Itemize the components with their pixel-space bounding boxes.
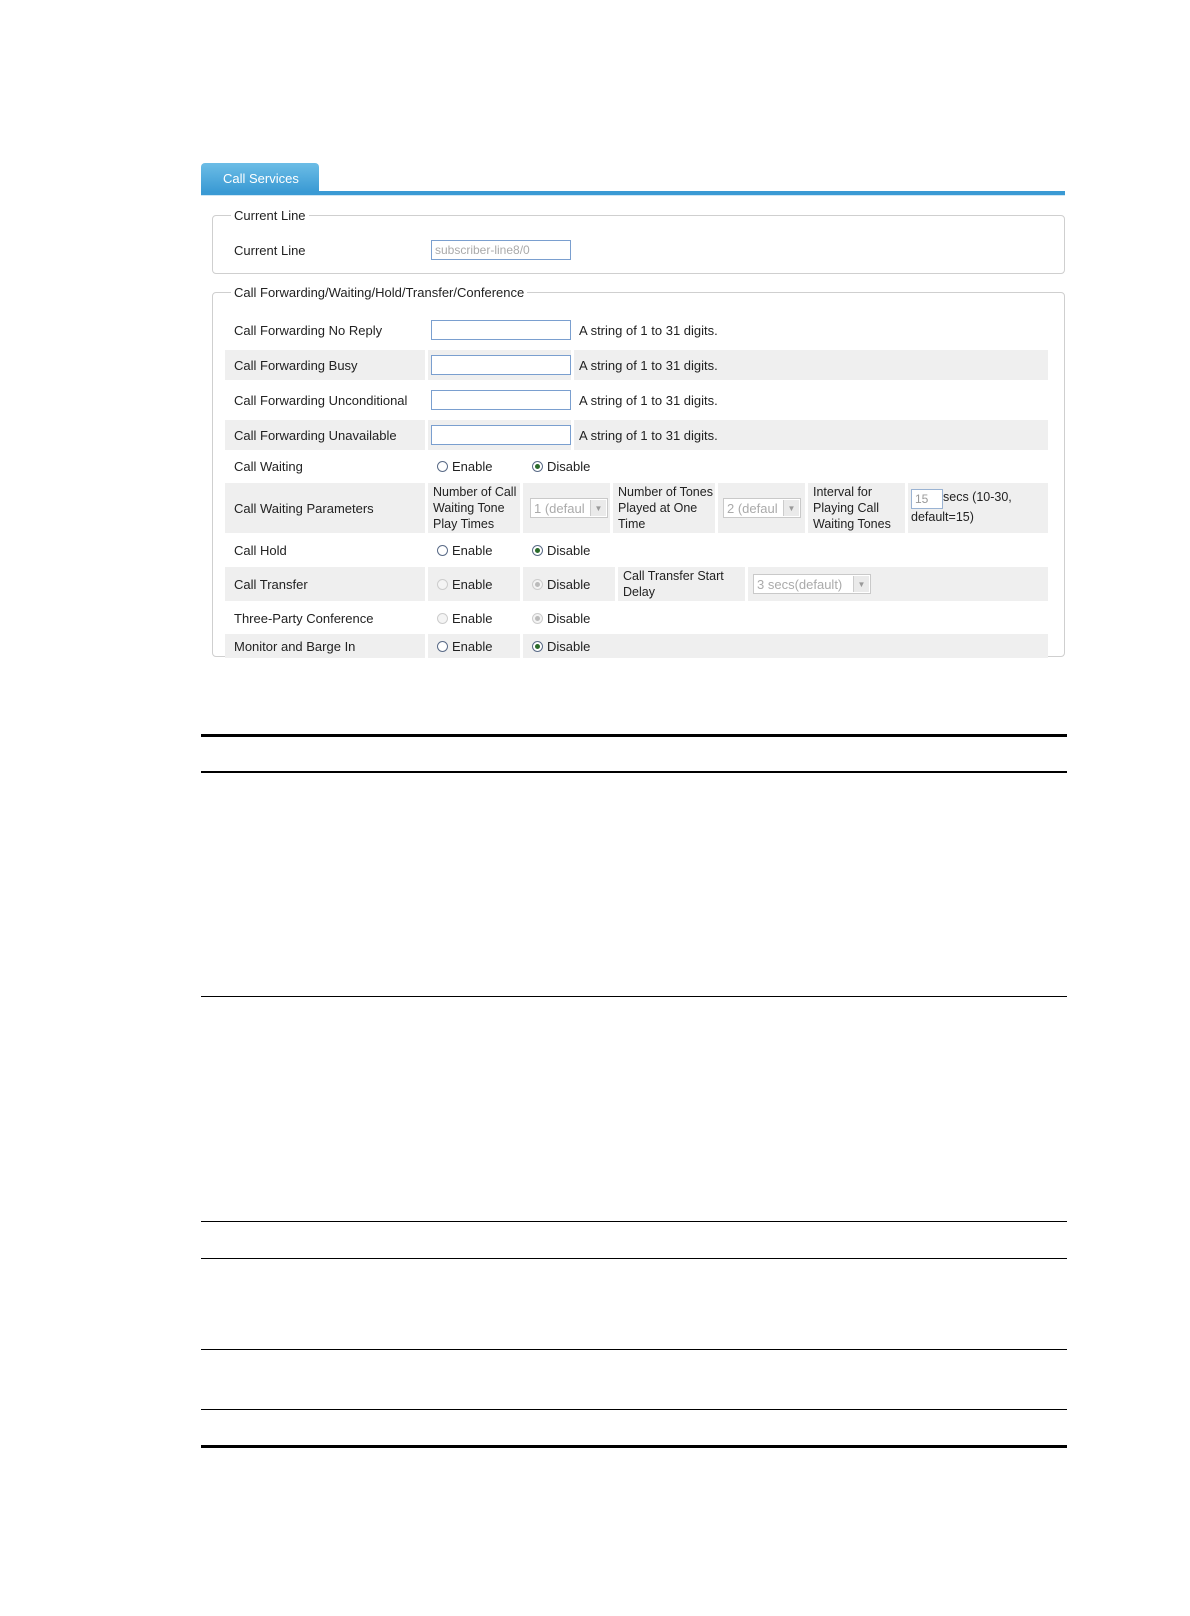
current-line-input[interactable] (431, 240, 571, 260)
table-top-rule (201, 734, 1067, 737)
radio-selected-icon (532, 461, 543, 472)
cf-unconditional-hint: A string of 1 to 31 digits. (579, 392, 718, 408)
radio-icon (437, 461, 448, 472)
cf-unconditional-input[interactable] (431, 390, 571, 410)
call-waiting-row (225, 452, 1048, 480)
cf-no-reply-input[interactable] (431, 320, 571, 340)
call-forwarding-group (212, 285, 1065, 657)
cw-interval-label: Interval for Playing Call Waiting Tones (805, 483, 905, 533)
cw-interval-input[interactable] (911, 489, 943, 509)
cf-no-reply-label: Call Forwarding No Reply (234, 322, 383, 338)
table-bottom-rule (201, 1445, 1067, 1448)
call-hold-enable-radio[interactable]: Enable (437, 543, 492, 558)
cf-busy-row (225, 350, 1048, 380)
cw-params-row (225, 483, 1048, 533)
tab-call-services[interactable]: Call Services (201, 163, 319, 192)
table-header-rule (201, 771, 1067, 773)
three-party-enable-radio[interactable]: Enable (437, 611, 492, 626)
cf-no-reply-row (225, 315, 1048, 345)
cf-unavailable-input[interactable] (431, 425, 571, 445)
current-line-legend: Current Line (234, 208, 306, 223)
radio-selected-icon (532, 579, 543, 590)
cw-tones-at-once-label: Number of Tones Played at One Time (610, 483, 715, 533)
call-transfer-enable-radio[interactable]: Enable (437, 577, 492, 592)
table-row-divider (201, 1349, 1067, 1350)
call-transfer-row (225, 567, 1048, 601)
radio-icon (437, 579, 448, 590)
current-line-group (212, 208, 1065, 274)
monitor-barge-label: Monitor and Barge In (234, 638, 356, 654)
call-hold-disable-radio[interactable]: Disable (532, 543, 590, 558)
radio-selected-icon (532, 641, 543, 652)
current-line-row (225, 238, 1048, 262)
call-forwarding-legend: Call Forwarding/Waiting/Hold/Transfer/Conference (234, 285, 525, 300)
current-line-label: Current Line (234, 242, 306, 258)
call-hold-row (225, 536, 1048, 564)
chevron-down-icon: ▼ (590, 500, 606, 516)
cw-tones-at-once-select[interactable]: 2 (defaul ▼ (723, 498, 801, 518)
three-party-label: Three-Party Conference (234, 610, 374, 626)
cw-tone-play-select[interactable]: 1 (defaul ▼ (530, 498, 608, 518)
three-party-row (225, 604, 1048, 632)
monitor-barge-enable-radio[interactable]: Enable (437, 639, 492, 654)
cw-interval-hint: secs (10-30, default=15) (911, 490, 1012, 524)
call-transfer-label: Call Transfer (234, 576, 308, 592)
call-waiting-label: Call Waiting (234, 458, 303, 474)
chevron-down-icon: ▼ (853, 576, 869, 592)
table-row-divider (201, 1409, 1067, 1410)
radio-icon (437, 613, 448, 624)
cf-busy-input[interactable] (431, 355, 571, 375)
cf-unavailable-label: Call Forwarding Unavailable (234, 427, 397, 443)
call-waiting-enable-radio[interactable]: Enable (437, 459, 492, 474)
cw-params-label: Call Waiting Parameters (234, 500, 374, 516)
monitor-barge-disable-radio[interactable]: Disable (532, 639, 590, 654)
call-transfer-delay-label: Call Transfer Start Delay (615, 567, 745, 601)
radio-selected-icon (532, 613, 543, 624)
radio-selected-icon (532, 545, 543, 556)
table-row-divider (201, 1258, 1067, 1259)
table-row-divider (201, 996, 1067, 997)
tab-underline-shadow (201, 195, 1065, 196)
call-waiting-disable-radio[interactable]: Disable (532, 459, 590, 474)
radio-icon (437, 641, 448, 652)
cw-tone-play-label: Number of Call Waiting Tone Play Times (425, 483, 520, 533)
cf-busy-hint: A string of 1 to 31 digits. (579, 357, 718, 373)
chevron-down-icon: ▼ (783, 500, 799, 516)
three-party-disable-radio[interactable]: Disable (532, 611, 590, 626)
table-row-divider (201, 1221, 1067, 1222)
call-transfer-disable-radio[interactable]: Disable (532, 577, 590, 592)
cf-unavailable-hint: A string of 1 to 31 digits. (579, 427, 718, 443)
cf-unavailable-row (225, 420, 1048, 450)
call-transfer-delay-select[interactable]: 3 secs(default) ▼ (753, 574, 871, 594)
cf-unconditional-row (225, 384, 1048, 416)
radio-icon (437, 545, 448, 556)
cf-no-reply-hint: A string of 1 to 31 digits. (579, 322, 718, 338)
cf-busy-label: Call Forwarding Busy (234, 357, 358, 373)
cf-unconditional-label: Call Forwarding Unconditional (234, 392, 408, 408)
call-hold-label: Call Hold (234, 542, 287, 558)
monitor-barge-row (225, 634, 1048, 658)
